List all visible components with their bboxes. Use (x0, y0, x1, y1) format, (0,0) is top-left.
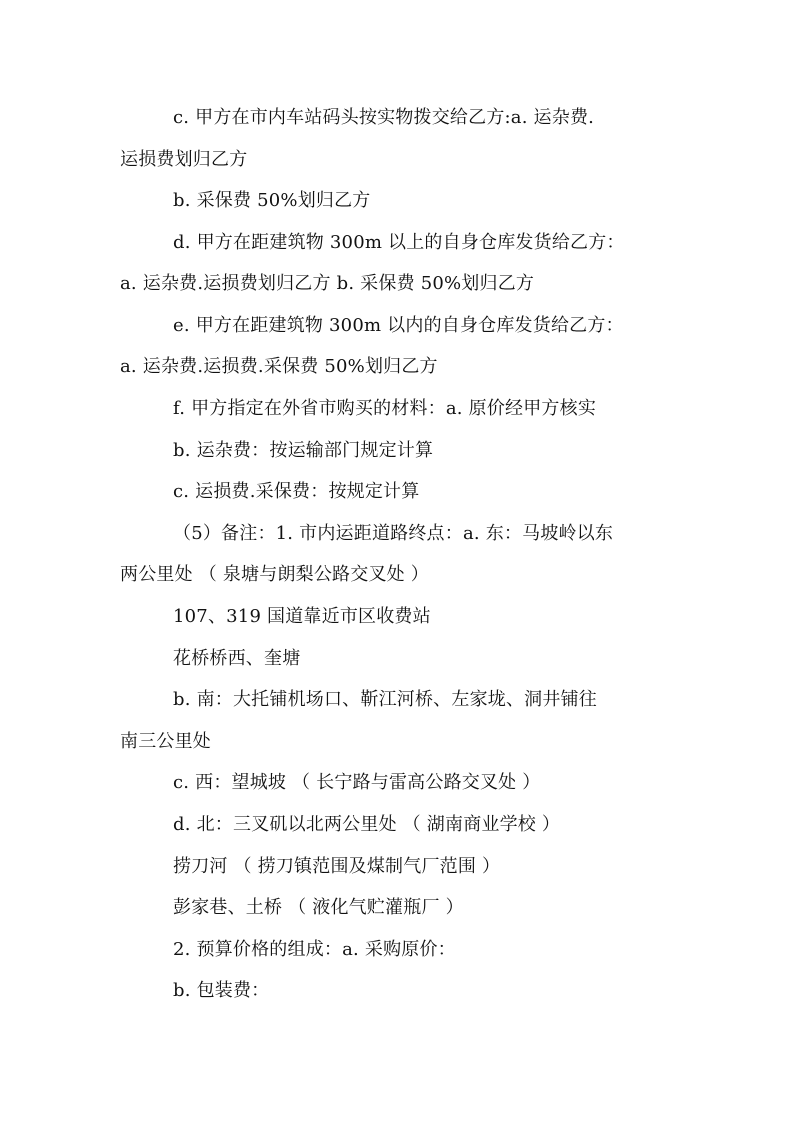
text-line-laodaohe: 捞刀河 （ 捞刀镇范围及煤制气厂范围 ） (173, 856, 501, 877)
text-line-e-terms: a. 运杂费.运损费.采保费 50%划归乙方 (120, 356, 438, 377)
text-line-pengjiaxiang: 彭家巷、土桥 （ 液化气贮灌瓶厂 ） (173, 897, 464, 918)
text-line-west: c. 西：望城坡 （ 长宁路与雷高公路交叉处 ） (173, 772, 541, 793)
text-line-east-location: 两公里处 （ 泉塘与朗梨公路交叉处 ） (120, 564, 429, 585)
text-line-notes-east: （5）备注：1. 市内运距道路终点：a. 东：马坡岭以东 (173, 523, 614, 544)
text-line-f-b-freight: b. 运杂费：按运输部门规定计算 (173, 440, 434, 461)
text-line-north: d. 北：三叉矶以北两公里处 （ 湖南商业学校 ） (173, 814, 561, 835)
text-line-e-warehouse-within-300m: e. 甲方在距建筑物 300m 以内的自身仓库发货给乙方： (173, 315, 624, 336)
text-line-f-c-loss-storage: c. 运损费.采保费：按规定计算 (173, 481, 420, 502)
text-line-national-highway: 107、319 国道靠近市区收费站 (173, 606, 431, 627)
text-line-south-distance: 南三公里处 (120, 731, 211, 752)
text-line-south: b. 南：大托铺机场口、靳江河桥、左家垅、洞井铺往 (173, 689, 597, 710)
text-line-c-station-delivery: c. 甲方在市内车站码头按实物拨交给乙方:a. 运杂费. (173, 107, 595, 128)
text-line-budget-price: 2. 预算价格的组成：a. 采购原价： (173, 939, 456, 960)
text-line-d-warehouse-over-300m: d. 甲方在距建筑物 300m 以上的自身仓库发货给乙方： (173, 232, 625, 253)
text-line-d-terms: a. 运杂费.运损费划归乙方 b. 采保费 50%划归乙方 (120, 273, 535, 294)
text-line-f-out-of-province: f. 甲方指定在外省市购买的材料：a. 原价经甲方核实 (173, 398, 597, 419)
text-line-transport-loss: 运损费划归乙方 (120, 149, 248, 170)
text-line-b-storage-fee: b. 采保费 50%划归乙方 (173, 190, 371, 211)
text-line-huaqiao: 花桥桥西、奎塘 (173, 648, 301, 669)
text-line-packaging-fee: b. 包装费： (173, 980, 270, 1001)
